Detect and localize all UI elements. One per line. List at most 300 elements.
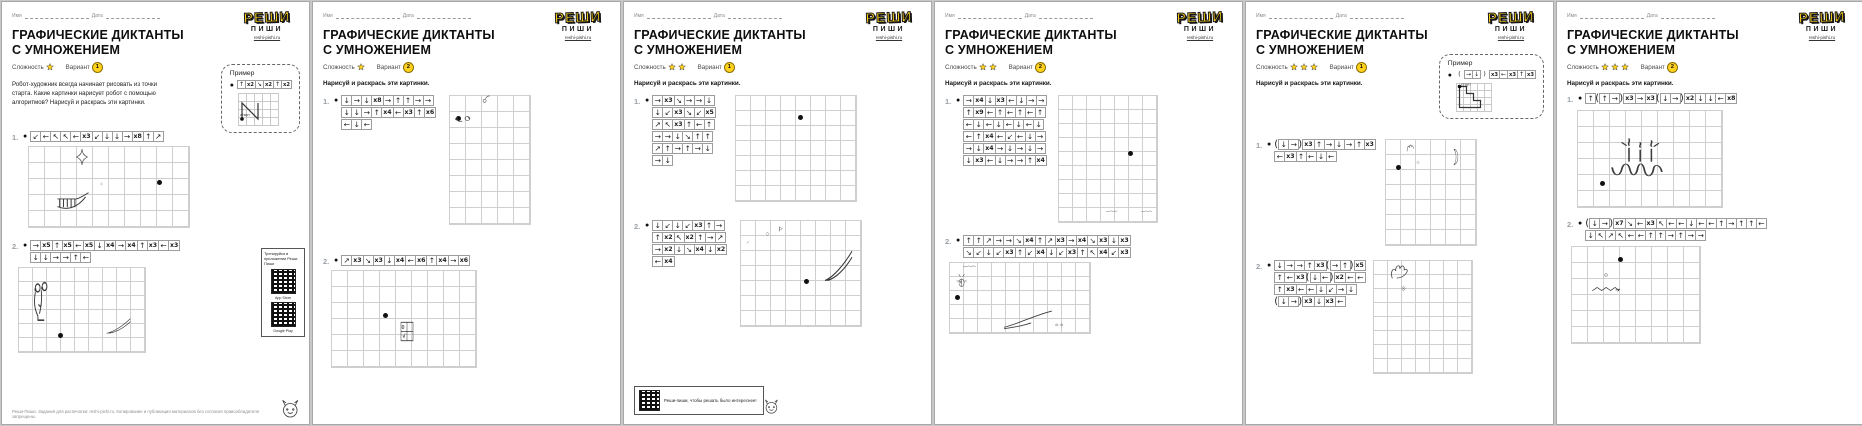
arrow-cell[interactable]: ← [70, 131, 81, 142]
multiplier-cell[interactable]: x5 [63, 241, 72, 249]
exercise-head[interactable] [1256, 139, 1543, 246]
arrow-cell[interactable]: → [361, 107, 372, 118]
multiplier-cell[interactable]: x6 [425, 108, 435, 116]
arrow-cell[interactable]: ← [40, 131, 51, 142]
arrow-cell[interactable]: ↑ [695, 232, 706, 243]
algorithm-row[interactable] [1274, 296, 1365, 307]
title-line-2[interactable]: С УМНОЖЕНИЕМ [12, 42, 121, 57]
arrow-cell[interactable]: ↓ [672, 220, 683, 231]
multiplier-cell[interactable]: x4 [106, 241, 115, 249]
arrow-cell[interactable]: ← [1320, 272, 1331, 283]
example-algorithm[interactable] [230, 80, 291, 89]
exercise-number[interactable]: 1. [323, 96, 330, 106]
arrow-cell[interactable]: ↑ [1296, 151, 1307, 162]
arrow-cell[interactable]: ↓ [1474, 71, 1480, 78]
title-line-1[interactable]: ГРАФИЧЕСКИЕ ДИКТАНТЫ [12, 28, 184, 42]
title-line-2[interactable]: С УМНОЖЕНИЕМ [1567, 42, 1676, 57]
paren-mark[interactable]: ( [1274, 295, 1279, 307]
arrow-cell[interactable]: ↑ [1035, 235, 1046, 246]
qr-code[interactable] [271, 269, 296, 294]
logo-url-link[interactable]: reshi-pishi.ru [564, 35, 592, 40]
arrow-cell[interactable]: ↖ [1595, 230, 1606, 241]
start-dot[interactable]: ● [334, 256, 339, 264]
algorithm-row[interactable] [652, 232, 726, 243]
multiplier-cell[interactable]: x8 [1727, 94, 1736, 102]
arrow-cell[interactable]: → [652, 244, 663, 255]
algorithm[interactable] [1274, 260, 1365, 307]
arrow-cell[interactable]: ← [983, 119, 994, 130]
arrow-cell[interactable]: ← [1706, 218, 1717, 229]
paren-mark[interactable]: ) [1609, 217, 1614, 229]
arrow-cell[interactable]: ← [694, 119, 705, 130]
start-dot[interactable]: ● [1267, 140, 1272, 148]
logo-line1[interactable]: РЕШИ [1487, 8, 1535, 26]
arrow-cell[interactable]: ↑ [702, 131, 713, 142]
start-point-dot[interactable] [804, 279, 809, 284]
arrow-cell[interactable]: ← [1756, 218, 1767, 229]
arrow-cell[interactable]: ↓ [652, 107, 663, 118]
multiplier-cell[interactable]: x4 [975, 96, 984, 104]
algorithm-row[interactable] [1274, 272, 1365, 283]
brand-logo[interactable] [1169, 9, 1231, 40]
arrow-cell[interactable]: ↓ [1108, 235, 1119, 246]
name-label[interactable]: Имя [1256, 13, 1266, 19]
start-point-dot[interactable] [1618, 257, 1623, 262]
start-point-dot[interactable] [1600, 181, 1605, 186]
arrow-cell[interactable]: ↑ [52, 240, 63, 251]
exercise-number[interactable]: 2. [1256, 261, 1263, 271]
difficulty-variant-row[interactable] [945, 62, 1232, 73]
difficulty-label[interactable]: Сложность [634, 63, 666, 71]
arrow-cell[interactable]: ↘ [963, 247, 974, 258]
name-label[interactable]: Имя [634, 13, 644, 19]
drawing-grid[interactable] [28, 146, 190, 228]
arrow-cell[interactable]: ↓ [995, 155, 1006, 166]
exercise-number[interactable]: 1. [634, 96, 641, 106]
multiplier-cell[interactable]: x3 [82, 132, 91, 140]
exercise-number[interactable]: 1. [12, 132, 19, 142]
variant-label[interactable]: Вариант [1640, 63, 1665, 71]
exercise-head[interactable] [1567, 93, 1854, 104]
brand-logo[interactable] [547, 9, 609, 40]
arrow-cell[interactable]: ↑ [1599, 93, 1610, 104]
arrow-cell[interactable]: ↗ [652, 119, 663, 130]
arrow-cell[interactable]: ↘ [363, 255, 374, 266]
arrow-cell[interactable]: ← [963, 131, 974, 142]
instruction-text[interactable]: Нарисуй и раскрась эти картинки. [323, 79, 430, 87]
qr-code[interactable] [639, 390, 660, 411]
title-line-1[interactable]: ГРАФИЧЕСКИЕ ДИКТАНТЫ [1567, 28, 1739, 42]
multiplier-cell[interactable]: x2 [1335, 273, 1344, 281]
exercise-1[interactable] [12, 131, 299, 228]
multiplier-cell[interactable]: x3 [996, 96, 1005, 104]
drawing-grid[interactable] [1058, 95, 1158, 223]
arrow-cell[interactable]: ← [1023, 119, 1034, 130]
arrow-cell[interactable]: → [1294, 260, 1305, 271]
date-write-line[interactable] [1661, 12, 1715, 19]
arrow-cell[interactable]: ↑ [963, 107, 974, 118]
arrow-cell[interactable]: ↓ [384, 255, 395, 266]
exercise-number[interactable]: 2. [323, 256, 330, 266]
multiplier-cell[interactable]: x3 [1304, 140, 1313, 148]
arrow-cell[interactable]: → [1288, 296, 1299, 307]
arrow-cell[interactable]: ↓ [963, 155, 974, 166]
multiplier-cell[interactable]: x3 [1099, 236, 1108, 244]
arrow-cell[interactable]: → [1324, 139, 1335, 150]
footer-note[interactable]: Реши-Пиши. Задания для распечатки: reshi-pishi.ru. Копирование и публикация материалов без согласия правообладателя запрещены. [12, 409, 259, 419]
exercise-1[interactable] [1256, 139, 1543, 246]
multiplier-cell[interactable]: x4 [985, 144, 994, 152]
exercise-head[interactable] [323, 95, 610, 225]
arrow-cell[interactable]: ↙ [1005, 131, 1016, 142]
arrow-cell[interactable]: ← [1006, 95, 1017, 106]
arrow-cell[interactable]: ↑ [973, 235, 984, 246]
arrow-cell[interactable]: ↑ [682, 143, 693, 154]
arrow-cell[interactable]: ↑ [426, 255, 437, 266]
arrow-cell[interactable]: ← [73, 240, 84, 251]
paren-mark[interactable]: ) [1679, 92, 1684, 104]
multiplier-cell[interactable]: x2 [716, 245, 726, 253]
arrow-cell[interactable]: ↓ [40, 252, 51, 263]
arrow-cell[interactable]: ↓ [1005, 143, 1016, 154]
multiplier-cell[interactable]: x6 [417, 256, 426, 264]
exercise-2[interactable] [634, 220, 921, 327]
brand-logo[interactable] [1480, 9, 1542, 40]
drawing-grid[interactable] [1571, 246, 1701, 344]
arrow-cell[interactable]: ↑ [973, 131, 984, 142]
arrow-cell[interactable]: ↘ [684, 244, 695, 255]
arrow-cell[interactable]: ← [1274, 151, 1285, 162]
arrow-cell[interactable]: ↑ [704, 119, 715, 130]
page-title[interactable] [1256, 28, 1466, 58]
arrow-cell[interactable]: → [1003, 235, 1014, 246]
arrow-cell[interactable]: ↑ [652, 232, 663, 243]
exercise-1[interactable] [1567, 93, 1854, 208]
arrow-cell[interactable]: ↙ [662, 220, 673, 231]
algorithm-row[interactable] [652, 95, 715, 106]
arrow-cell[interactable]: ↑ [414, 107, 425, 118]
multiplier-cell[interactable]: x3 [1325, 297, 1334, 305]
instruction-text[interactable]: Нарисуй и раскрась эти картинки. [1256, 79, 1363, 87]
example-algorithm[interactable] [1448, 70, 1535, 79]
algorithm-row[interactable] [341, 107, 435, 118]
example-label[interactable]: Пример [229, 70, 255, 77]
arrow-cell[interactable]: ↓ [1013, 119, 1024, 130]
multiplier-cell[interactable]: x7 [1615, 219, 1624, 227]
exercise-head[interactable] [945, 95, 1232, 223]
title-line-1[interactable]: ГРАФИЧЕСКИЕ ДИКТАНТЫ [634, 28, 806, 42]
arrow-cell[interactable]: ↑ [1716, 218, 1727, 229]
variant-badge[interactable]: 2 [403, 62, 414, 73]
multiplier-cell[interactable]: x4 [395, 256, 405, 264]
arrow-cell[interactable]: → [448, 255, 459, 266]
multiplier-cell[interactable]: x4 [664, 257, 673, 265]
algorithm-row[interactable] [652, 256, 726, 267]
multiplier-cell[interactable]: x4 [438, 256, 447, 264]
arrow-cell[interactable]: ↖ [674, 232, 685, 243]
arrow-cell[interactable]: ↑ [1274, 272, 1285, 283]
arrow-cell[interactable]: ↘ [1013, 235, 1024, 246]
algorithm-row[interactable] [652, 143, 715, 154]
arrow-cell[interactable]: → [1284, 260, 1295, 271]
multiplier-cell[interactable]: x4 [1036, 248, 1045, 256]
qr-code[interactable] [271, 302, 296, 327]
arrow-cell[interactable]: ← [1306, 284, 1317, 295]
arrow-cell[interactable]: → [652, 131, 663, 142]
paren-mark[interactable]: ) [1349, 259, 1354, 271]
arrow-cell[interactable]: → [692, 143, 703, 154]
multiplier-cell[interactable]: x2 [247, 81, 254, 88]
algorithm-row[interactable] [963, 119, 1046, 130]
exercise-number[interactable]: 2. [12, 241, 19, 251]
info-box[interactable] [634, 386, 764, 415]
algorithm-row[interactable] [1274, 151, 1375, 162]
multiplier-cell[interactable]: x3 [170, 241, 179, 249]
arrow-cell[interactable]: ↑ [275, 81, 281, 88]
multiplier-cell[interactable]: x3 [1527, 71, 1534, 78]
multiplier-cell[interactable]: x5 [84, 241, 94, 249]
arrow-cell[interactable]: ↑ [1025, 155, 1036, 166]
arrow-cell[interactable]: ← [393, 107, 404, 118]
multiplier-cell[interactable]: x3 [674, 120, 683, 128]
exercise-1[interactable] [634, 95, 921, 202]
algorithm-row[interactable] [1585, 93, 1736, 104]
arrow-cell[interactable]: ↓ [1316, 284, 1327, 295]
paren-mark[interactable]: ( [1585, 217, 1590, 229]
multiplier-cell[interactable]: x3 [1625, 94, 1634, 102]
arrow-cell[interactable]: ↗ [652, 143, 663, 154]
start-point-dot[interactable] [798, 115, 803, 120]
start-dot[interactable]: ● [645, 96, 650, 104]
algorithm-row[interactable] [1274, 139, 1375, 150]
arrow-cell[interactable]: ← [80, 252, 91, 263]
arrow-cell[interactable]: → [1670, 93, 1681, 104]
multiplier-cell[interactable]: x3 [1067, 248, 1077, 256]
multiplier-cell[interactable]: x4 [1036, 156, 1045, 164]
multiplier-cell[interactable]: x3 [374, 256, 383, 264]
multiplier-cell[interactable]: x3 [694, 221, 703, 229]
arrow-cell[interactable]: ↗ [1045, 235, 1056, 246]
arrow-cell[interactable]: ↗ [153, 131, 164, 142]
arrow-cell[interactable]: ↙ [1108, 247, 1119, 258]
start-dot[interactable]: ● [1447, 72, 1452, 79]
algorithm-row[interactable] [1585, 218, 1766, 229]
arrow-cell[interactable]: → [1599, 218, 1610, 229]
arrow-cell[interactable]: ← [1635, 218, 1646, 229]
multiplier-cell[interactable]: x2 [283, 81, 290, 88]
arrow-cell[interactable]: ↓ [361, 95, 372, 106]
arrow-cell[interactable]: → [351, 95, 362, 106]
variant-badge[interactable]: 2 [1667, 62, 1678, 73]
logo-line1[interactable]: РЕШИ [243, 8, 291, 26]
arrow-cell[interactable]: ↖ [1656, 218, 1667, 229]
arrow-cell[interactable]: ← [1326, 151, 1337, 162]
paren-mark[interactable]: ) [1483, 71, 1486, 78]
arrow-cell[interactable]: ↓ [1585, 230, 1596, 241]
arrow-cell[interactable]: → [1336, 284, 1347, 295]
arrow-cell[interactable]: ↖ [60, 131, 71, 142]
arrow-cell[interactable]: ↓ [1314, 296, 1325, 307]
example-box[interactable] [221, 64, 300, 133]
algorithm-row[interactable] [30, 240, 179, 251]
algorithm-row[interactable] [30, 131, 163, 142]
arrow-cell[interactable]: ↗ [341, 255, 352, 266]
arrow-cell[interactable]: ← [1015, 131, 1026, 142]
multiplier-cell[interactable]: x3 [1491, 71, 1498, 78]
algorithm[interactable] [963, 95, 1046, 166]
page-title[interactable] [1567, 28, 1777, 58]
multiplier-cell[interactable]: x3 [1286, 285, 1295, 293]
algorithm[interactable] [341, 95, 435, 130]
exercise-2[interactable] [12, 240, 299, 353]
exercise-head[interactable] [323, 255, 610, 266]
start-dot[interactable]: ● [1578, 94, 1583, 102]
arrow-cell[interactable]: ↓ [351, 119, 362, 130]
title-line-1[interactable]: ГРАФИЧЕСКИЕ ДИКТАНТЫ [323, 28, 495, 42]
drawing-grid[interactable] [1385, 139, 1477, 246]
drawing-grid[interactable] [18, 267, 146, 353]
exercise-head[interactable] [634, 95, 921, 202]
arrow-cell[interactable]: ↘ [257, 81, 263, 88]
logo-line2[interactable]: ПИШИ [250, 26, 284, 33]
logo-line2[interactable]: ПИШИ [1494, 26, 1528, 33]
multiplier-cell[interactable]: x4 [1025, 236, 1034, 244]
start-dot[interactable]: ● [956, 96, 961, 104]
multiplier-cell[interactable]: x4 [1099, 248, 1108, 256]
arrow-cell[interactable]: ↙ [92, 131, 103, 142]
date-label[interactable]: Дата [1335, 13, 1347, 19]
date-label[interactable]: Дата [1646, 13, 1658, 19]
brand-logo[interactable] [236, 9, 298, 40]
logo-url-link[interactable]: reshi-pishi.ru [1497, 35, 1525, 40]
arrow-cell[interactable]: ↑ [403, 95, 414, 106]
arrow-cell[interactable]: ↑ [963, 235, 974, 246]
multiplier-cell[interactable]: x8 [373, 96, 382, 104]
worksheet-page[interactable] [1245, 1, 1554, 425]
algorithm-row[interactable] [652, 131, 715, 142]
start-point-dot[interactable] [1396, 165, 1401, 170]
start-point-dot[interactable] [955, 295, 960, 300]
multiplier-cell[interactable]: x3 [1509, 71, 1516, 78]
title-line-2[interactable]: С УМНОЖЕНИЕМ [323, 42, 432, 57]
arrow-cell[interactable]: ↓ [1695, 93, 1706, 104]
arrow-cell[interactable]: → [1344, 139, 1355, 150]
arrow-cell[interactable]: ↑ [704, 220, 715, 231]
multiplier-cell[interactable]: x3 [975, 156, 984, 164]
arrow-cell[interactable]: → [963, 143, 974, 154]
arrow-cell[interactable]: ↓ [1025, 143, 1036, 154]
algorithm-row[interactable] [652, 119, 715, 130]
drawing-grid[interactable] [735, 95, 857, 202]
arrow-cell[interactable]: ↓ [985, 95, 996, 106]
arrow-cell[interactable]: ↓ [1660, 93, 1671, 104]
date-label[interactable]: Дата [402, 13, 414, 19]
logo-url-link[interactable]: reshi-pishi.ru [875, 35, 903, 40]
arrow-cell[interactable]: ↑ [684, 119, 695, 130]
arrow-cell[interactable]: → [1036, 95, 1047, 106]
logo-url-link[interactable]: reshi-pishi.ru [1186, 35, 1214, 40]
arrow-cell[interactable]: → [1465, 71, 1471, 78]
multiplier-cell[interactable]: x3 [674, 108, 683, 116]
arrow-cell[interactable]: ↘ [684, 107, 695, 118]
arrow-cell[interactable]: ↑ [1274, 284, 1285, 295]
exercise-number[interactable]: 1. [945, 96, 952, 106]
arrow-cell[interactable]: ↓ [1589, 218, 1600, 229]
variant-badge[interactable]: 1 [92, 62, 103, 73]
start-dot[interactable]: ● [334, 96, 339, 104]
algorithm-row[interactable] [963, 95, 1046, 106]
arrow-cell[interactable]: ↑ [995, 107, 1006, 118]
variant-label[interactable]: Вариант [697, 63, 722, 71]
variant-label[interactable]: Вариант [65, 63, 90, 71]
page-title[interactable] [12, 28, 222, 58]
difficulty-variant-row[interactable] [634, 62, 921, 73]
arrow-cell[interactable]: → [995, 143, 1006, 154]
arrow-cell[interactable]: ↓ [30, 252, 41, 263]
arrow-cell[interactable]: → [1330, 260, 1341, 271]
paren-mark[interactable]: ( [1305, 271, 1310, 283]
date-write-line[interactable] [1350, 12, 1404, 19]
exercise-number[interactable]: 1. [1567, 94, 1574, 104]
difficulty-variant-row[interactable] [1567, 62, 1854, 73]
exercise-1[interactable] [323, 95, 610, 225]
date-write-line[interactable] [106, 12, 160, 19]
algorithm[interactable] [1585, 218, 1766, 241]
arrow-cell[interactable]: ← [1666, 218, 1677, 229]
qr-caption[interactable]: Google Play [273, 328, 293, 333]
qr-panel-text[interactable]: Тренируйся в приложении Реши-Пиши [264, 251, 299, 266]
multiplier-cell[interactable]: x3 [1005, 248, 1014, 256]
arrow-cell[interactable]: ↖ [50, 131, 61, 142]
arrow-cell[interactable]: ↓ [1278, 139, 1289, 150]
arrow-cell[interactable]: ↑ [662, 143, 673, 154]
exercise-2[interactable] [1256, 260, 1543, 374]
drawing-grid[interactable] [1577, 110, 1723, 208]
multiplier-cell[interactable]: x3 [1286, 152, 1295, 160]
difficulty-variant-row[interactable] [323, 62, 610, 73]
arrow-cell[interactable]: → [1015, 155, 1026, 166]
arrow-cell[interactable]: ↘ [1087, 235, 1098, 246]
exercise-number[interactable]: 2. [1567, 219, 1574, 229]
arrow-cell[interactable]: ↓ [983, 247, 994, 258]
exercise-head[interactable] [1567, 218, 1854, 241]
multiplier-cell[interactable]: x5 [42, 241, 51, 249]
example-box[interactable] [1439, 54, 1544, 119]
multiplier-cell[interactable]: x4 [695, 245, 704, 253]
arrow-cell[interactable]: ← [1335, 296, 1346, 307]
arrow-cell[interactable]: → [1066, 235, 1077, 246]
arrow-cell[interactable]: ↙ [662, 107, 673, 118]
multiplier-cell[interactable]: x5 [1355, 261, 1364, 269]
arrow-cell[interactable]: ↘ [1625, 218, 1636, 229]
arrow-cell[interactable]: ↑ [1314, 139, 1325, 150]
arrow-cell[interactable]: ← [1715, 93, 1726, 104]
multiplier-cell[interactable]: x4 [985, 132, 994, 140]
exercise-head[interactable] [12, 240, 299, 263]
arrow-cell[interactable]: → [1695, 230, 1706, 241]
multiplier-cell[interactable]: x6 [459, 256, 469, 264]
multiplier-cell[interactable]: x3 [664, 96, 673, 104]
arrow-cell[interactable]: ← [985, 107, 996, 118]
arrow-cell[interactable]: ← [1005, 107, 1016, 118]
arrow-cell[interactable]: ↓ [1278, 296, 1289, 307]
logo-url-link[interactable]: reshi-pishi.ru [253, 35, 281, 40]
arrow-cell[interactable]: ← [1676, 218, 1687, 229]
arrow-cell[interactable]: → [1609, 93, 1620, 104]
multiplier-cell[interactable]: x3 [1120, 236, 1129, 244]
logo-url-link[interactable]: reshi-pishi.ru [1808, 35, 1836, 40]
arrow-cell[interactable]: → [705, 232, 716, 243]
